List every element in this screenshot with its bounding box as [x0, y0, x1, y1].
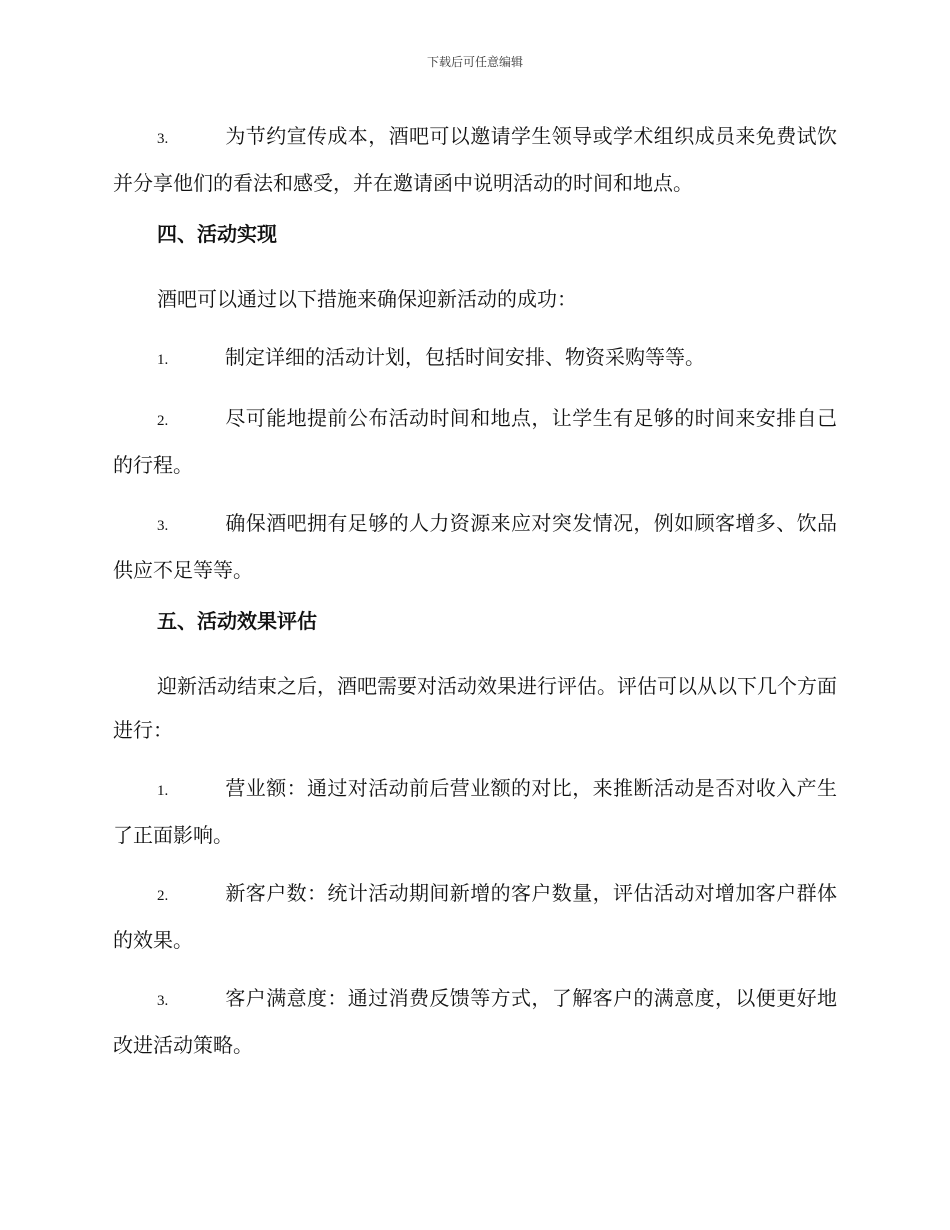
list-item	[113, 114, 837, 205]
page-header: 下载后可任意编辑	[426, 55, 523, 69]
list-number: 2.	[157, 413, 169, 429]
list-item	[113, 871, 837, 962]
list-item	[113, 335, 837, 382]
list-text: 新客户数：统计活动期间新增的客户数量，评估活动对增加客户群体的效果。	[113, 881, 837, 952]
list-number: 1.	[157, 352, 169, 368]
list-number: 2.	[157, 888, 169, 904]
document-body	[113, 114, 837, 1081]
list-number: 3.	[157, 993, 169, 1009]
list-text: 客户满意度：通过消费反馈等方式，了解客户的满意度，以便更好地改进活动策略。	[113, 986, 837, 1057]
list-number: 1.	[157, 783, 169, 799]
section-intro: 迎新活动结束之后，酒吧需要对活动效果进行评估。评估可以从以下几个方面进行：	[113, 674, 837, 742]
list-text: 确保酒吧拥有足够的人力资源来应对突发情况，例如顾客增多、饮品供应不足等等。	[113, 511, 837, 582]
list-number: 3.	[157, 518, 169, 534]
list-item	[113, 976, 837, 1067]
list-text: 营业额：通过对活动前后营业额的对比，来推断活动是否对收入产生了正面影响。	[113, 776, 837, 847]
list-item	[113, 766, 837, 857]
section-heading: 四、活动实现	[157, 222, 277, 246]
list-text: 尽可能地提前公布活动时间和地点，让学生有足够的时间来安排自己的行程。	[113, 406, 837, 477]
list-text: 制定详细的活动计划，包括时间安排、物资采购等等。	[225, 345, 705, 369]
section-intro: 酒吧可以通过以下措施来确保迎新活动的成功：	[157, 287, 577, 311]
list-item	[113, 396, 837, 487]
list-text: 为节约宣传成本，酒吧可以邀请学生领导或学术组织成员来免费试饮并分享他们的看法和感受，并在邀请函中说明活动的时间和地点。	[113, 124, 837, 195]
list-number: 3.	[157, 131, 169, 147]
list-item	[113, 501, 837, 592]
section-heading: 五、活动效果评估	[157, 609, 317, 633]
